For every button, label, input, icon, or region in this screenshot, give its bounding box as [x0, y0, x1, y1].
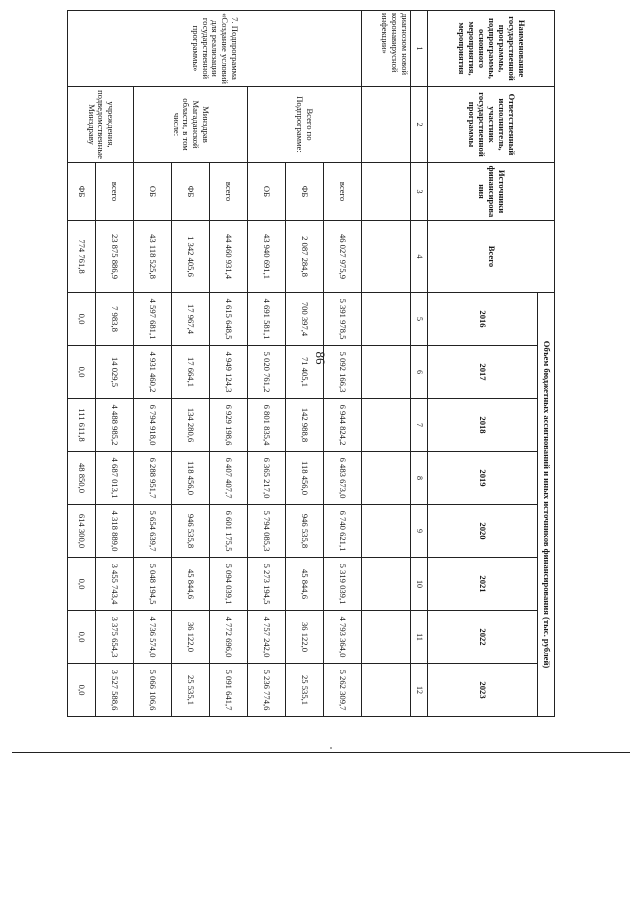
year-value: 5 273 194,5 — [248, 558, 286, 611]
index-cell: 2 — [411, 87, 428, 163]
funding-source: ФБ — [172, 163, 210, 221]
index-cell: 3 — [411, 163, 428, 221]
year-value: 4 736 574,0 — [134, 611, 172, 664]
year-value: 5 091 641,7 — [210, 664, 248, 717]
index-cell: 9 — [411, 505, 428, 558]
year-value: 6 407 407,7 — [210, 452, 248, 505]
index-cell: 1 — [411, 11, 428, 87]
year-value: 36 122,0 — [286, 611, 324, 664]
header-total: Всего — [428, 221, 555, 293]
year-value: 6 929 198,6 — [210, 399, 248, 452]
empty-cell — [362, 452, 411, 505]
year-value: 5 391 978,5 — [324, 293, 362, 346]
year-value: 4 615 648,5 — [210, 293, 248, 346]
year-value: 14 029,5 — [96, 346, 134, 399]
total-value: 774 761,8 — [68, 221, 96, 293]
header-funding-source: Источники финансирования — [428, 163, 555, 221]
year-value: 45 844,6 — [286, 558, 324, 611]
year-value: 5 048 194,5 — [134, 558, 172, 611]
funding-table — [67, 10, 555, 717]
year-value: 6 801 835,4 — [248, 399, 286, 452]
header-funding-volume: Объем бюджетных ассигнований и иных источников финансирования (тыс. рублей) — [538, 293, 555, 717]
subprogram-name: 7. Подпрограмма «Создание условий для реализации государственной программы» — [68, 11, 362, 87]
scan-speck — [330, 747, 332, 749]
year-value: 4 691 581,1 — [248, 293, 286, 346]
year-value: 4 772 696,0 — [210, 611, 248, 664]
year-value: 17 664,1 — [172, 346, 210, 399]
empty-cell — [362, 293, 411, 346]
empty-cell — [362, 163, 411, 221]
index-cell: 7 — [411, 399, 428, 452]
empty-cell — [362, 505, 411, 558]
year-value: 25 535,1 — [172, 664, 210, 717]
funding-source: всего — [210, 163, 248, 221]
funding-source: ФБ — [286, 163, 324, 221]
year-value: 0,0 — [68, 346, 96, 399]
total-value: 23 875 886,9 — [96, 221, 134, 293]
year-value: 3 375 654,3 — [96, 611, 134, 664]
funding-source: всего — [324, 163, 362, 221]
year-value: 5 066 106,6 — [134, 664, 172, 717]
funding-source: ОБ — [248, 163, 286, 221]
year-value: 0,0 — [68, 558, 96, 611]
total-value: 43 940 691,1 — [248, 221, 286, 293]
year-value: 6 740 621,1 — [324, 505, 362, 558]
header-year: 2017 — [428, 346, 538, 399]
rotated-table-wrapper — [75, 10, 555, 716]
header-year: 2019 — [428, 452, 538, 505]
year-value: 6 483 673,0 — [324, 452, 362, 505]
empty-cell — [362, 87, 411, 163]
index-cell: 5 — [411, 293, 428, 346]
total-value: 46 027 975,9 — [324, 221, 362, 293]
total-value: 43 118 525,8 — [134, 221, 172, 293]
year-value: 6 288 951,7 — [134, 452, 172, 505]
header-year: 2018 — [428, 399, 538, 452]
horizontal-rule — [12, 752, 630, 753]
index-cell: 11 — [411, 611, 428, 664]
funding-source: ОБ — [134, 163, 172, 221]
year-value: 3 455 743,4 — [96, 558, 134, 611]
header-year: 2020 — [428, 505, 538, 558]
year-value: 5 654 639,7 — [134, 505, 172, 558]
year-value: 5 319 039,1 — [324, 558, 362, 611]
year-value: 5 794 085,3 — [248, 505, 286, 558]
year-value: 45 844,6 — [172, 558, 210, 611]
total-value: 1 342 405,6 — [172, 221, 210, 293]
year-value: 4 931 460,2 — [134, 346, 172, 399]
year-value: 0,0 — [68, 611, 96, 664]
year-value: 614 300,0 — [68, 505, 96, 558]
year-value: 5 262 309,7 — [324, 664, 362, 717]
year-value: 111 611,8 — [68, 399, 96, 452]
year-value: 5 092 166,3 — [324, 346, 362, 399]
year-value: 700 397,4 — [286, 293, 324, 346]
funding-source: всего — [96, 163, 134, 221]
year-value: 6 601 175,5 — [210, 505, 248, 558]
year-value: 36 122,0 — [172, 611, 210, 664]
year-value: 48 850,0 — [68, 452, 96, 505]
index-cell: 6 — [411, 346, 428, 399]
header-year: 2023 — [428, 664, 538, 717]
year-value: 4 757 242,0 — [248, 611, 286, 664]
header-executor: Ответственный исполнитель, участник государственной программы — [428, 87, 555, 163]
executor-ministry: Минздрав Магаданской области, в том числе: — [134, 87, 248, 163]
year-value: 118 456,0 — [286, 452, 324, 505]
header-year: 2021 — [428, 558, 538, 611]
empty-cell — [362, 558, 411, 611]
empty-cell — [362, 346, 411, 399]
year-value: 5 020 761,2 — [248, 346, 286, 399]
executor-total: Всего по Подпрограмме: — [248, 87, 362, 163]
rotated-page-content — [75, 10, 555, 716]
year-value: 3 527 588,6 — [96, 664, 134, 717]
year-value: 0,0 — [68, 293, 96, 346]
year-value: 946 535,8 — [286, 505, 324, 558]
year-value: 0,0 — [68, 664, 96, 717]
year-value: 4 687 013,1 — [96, 452, 134, 505]
year-value: 4 597 681,1 — [134, 293, 172, 346]
year-value: 4 949 124,3 — [210, 346, 248, 399]
index-cell: 8 — [411, 452, 428, 505]
year-value: 17 967,4 — [172, 293, 210, 346]
year-value: 5 236 774,6 — [248, 664, 286, 717]
year-value: 118 456,0 — [172, 452, 210, 505]
year-value: 5 094 039,1 — [210, 558, 248, 611]
header-program-name: Наименование государственной программы, подпрограммы, основного мероприятия, мероприятия — [428, 11, 555, 87]
index-cell: 4 — [411, 221, 428, 293]
empty-cell — [362, 611, 411, 664]
year-value: 25 535,1 — [286, 664, 324, 717]
year-value: 142 988,8 — [286, 399, 324, 452]
year-value: 6 365 217,0 — [248, 452, 286, 505]
empty-cell — [362, 664, 411, 717]
total-value: 2 087 284,8 — [286, 221, 324, 293]
header-year: 2016 — [428, 293, 538, 346]
year-value: 4 318 889,0 — [96, 505, 134, 558]
header-year: 2022 — [428, 611, 538, 664]
executor-institutions: учреждения, подведомственные Минздраву — [68, 87, 134, 163]
funding-source: ФБ — [68, 163, 96, 221]
year-value: 4 793 364,0 — [324, 611, 362, 664]
total-value: 44 460 931,4 — [210, 221, 248, 293]
year-value: 6 794 918,0 — [134, 399, 172, 452]
year-value: 7 983,8 — [96, 293, 134, 346]
page-number: 86 — [313, 351, 328, 365]
index-cell: 10 — [411, 558, 428, 611]
empty-cell — [362, 221, 411, 293]
year-value: 134 280,6 — [172, 399, 210, 452]
index-cell: 12 — [411, 664, 428, 717]
year-value: 71 405,1 — [286, 346, 324, 399]
year-value: 6 944 824,2 — [324, 399, 362, 452]
year-value: 946 535,8 — [172, 505, 210, 558]
year-value: 4 488 985,2 — [96, 399, 134, 452]
program-name-continuation: диагнозом новой коронавирусной инфекции» — [362, 11, 411, 87]
empty-cell — [362, 399, 411, 452]
